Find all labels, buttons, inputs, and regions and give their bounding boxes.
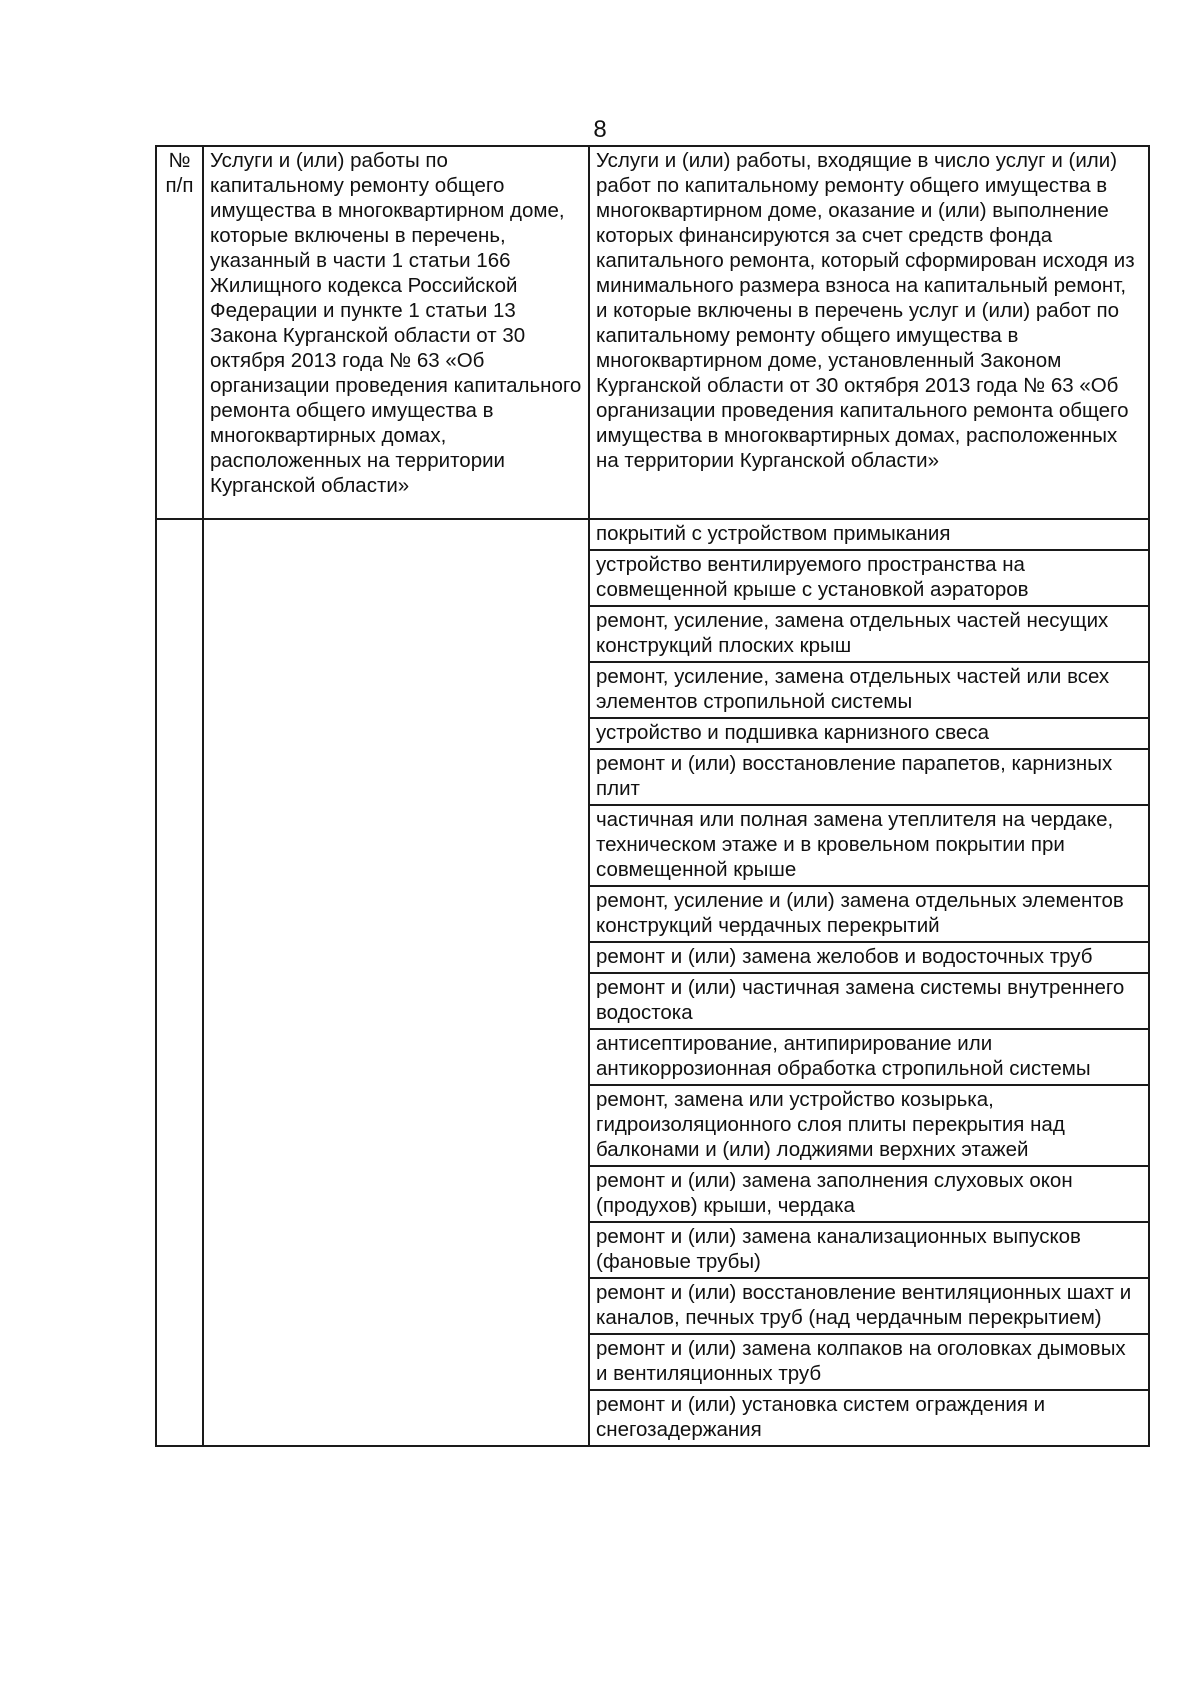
services-table bbox=[155, 145, 1150, 1447]
work-item-cell: ремонт, усиление и (или) замена отдельных элементов конструкций чердачных перекрытий bbox=[589, 886, 1149, 942]
work-item-cell: ремонт и (или) частичная замена системы внутреннего водостока bbox=[589, 973, 1149, 1029]
work-item-cell: ремонт и (или) восстановление парапетов, карнизных плит bbox=[589, 749, 1149, 805]
header-number-cell: № п/п bbox=[156, 146, 203, 519]
work-item-cell: ремонт и (или) замена канализационных выпусков (фановые трубы) bbox=[589, 1222, 1149, 1278]
work-item-cell: покрытий с устройством примыкания bbox=[589, 519, 1149, 550]
page-number: 8 bbox=[593, 116, 607, 143]
work-item-cell: ремонт и (или) замена желобов и водосточных труб bbox=[589, 942, 1149, 973]
work-item-cell: ремонт, усиление, замена отдельных частей несущих конструкций плоских крыш bbox=[589, 606, 1149, 662]
work-item-cell: ремонт и (или) замена заполнения слуховых окон (продухов) крыши, чердака bbox=[589, 1166, 1149, 1222]
header-list-cell: Услуги и (или) работы по капитальному ремонту общего имущества в многоквартирном доме, которые включены в перечень, указанный в части 1 статьи 166 Жилищного кодекса Российской Федерации и пункте 1 статьи 13 Закона Курганской области от 30 октября 2013 года № 63 «Об организации проведения капитального ремонта общего имущества в многоквартирных домах, расположенных на территории Курганской области» bbox=[203, 146, 589, 519]
work-item-cell: ремонт и (или) замена колпаков на оголовках дымовых и вентиляционных труб bbox=[589, 1334, 1149, 1390]
row-list-cell bbox=[203, 519, 589, 1446]
work-item-cell: ремонт, усиление, замена отдельных частей или всех элементов стропильной системы bbox=[589, 662, 1149, 718]
work-item-cell: ремонт, замена или устройство козырька, гидроизоляционного слоя плиты перекрытия над балконами и (или) лоджиями верхних этажей bbox=[589, 1085, 1149, 1166]
work-item-cell: частичная или полная замена утеплителя на чердаке, техническом этаже и в кровельном покрытии при совмещенной крыше bbox=[589, 805, 1149, 886]
table-header-row bbox=[156, 146, 1149, 519]
work-item-cell: ремонт и (или) установка систем ограждения и снегозадержания bbox=[589, 1390, 1149, 1446]
header-work-cell: Услуги и (или) работы, входящие в число услуг и (или) работ по капитальному ремонту общего имущества в многоквартирном доме, оказание и (или) выполнение которых финансируются за счет средств фонда капитального ремонта, который сформирован исходя из минимального размера взноса на капитальный ремонт, и которые включены в перечень услуг и (или) работ по капитальному ремонту общего имущества в многоквартирном доме, установленный Законом Курганской области от 30 октября 2013 года № 63 «Об организации проведения капитального ремонта общего имущества в многоквартирных домах, расположенных на территории Курганской области» bbox=[589, 146, 1149, 519]
work-item-cell: устройство вентилируемого пространства на совмещенной крыше с установкой аэраторов bbox=[589, 550, 1149, 606]
work-item-cell: ремонт и (или) восстановление вентиляционных шахт и каналов, печных труб (над чердачным перекрытием) bbox=[589, 1278, 1149, 1334]
work-item-cell: антисептирование, антипирирование или антикоррозионная обработка стропильной системы bbox=[589, 1029, 1149, 1085]
table-row bbox=[156, 519, 1149, 550]
row-number-cell bbox=[156, 519, 203, 1446]
work-item-cell: устройство и подшивка карнизного свеса bbox=[589, 718, 1149, 749]
